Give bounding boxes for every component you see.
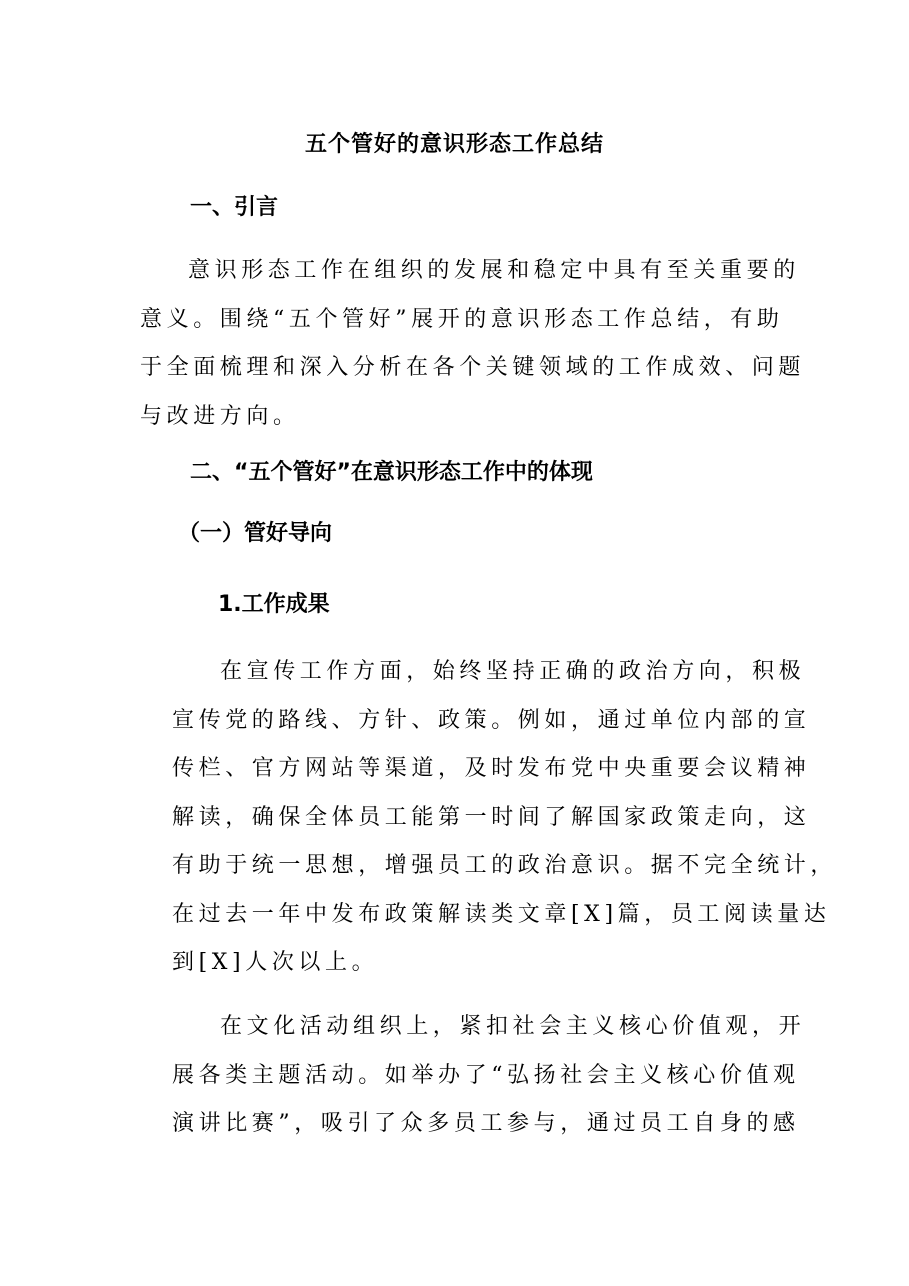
paragraph-line: 解读，确保全体员工能第一时间了解国家政策走向，这 xyxy=(172,804,811,830)
paragraph-line: 意义。围绕“五个管好”展开的意识形态工作总结，有助 xyxy=(140,306,784,332)
results-paragraph-culture xyxy=(172,1003,805,1149)
paragraph-line: 传栏、官方网站等渠道，及时发布党中央重要会议精神 xyxy=(172,756,811,781)
subsection-heading-guidance: （一）管好导向 xyxy=(178,521,333,546)
section-heading-five-manages: 二、“五个管好”在意识形态工作中的体现 xyxy=(190,460,593,485)
paragraph-line: 与改进方向。 xyxy=(140,403,300,429)
item-heading-results: 1.工作成果 xyxy=(218,592,330,617)
section-heading-introduction: 一、引言 xyxy=(190,195,279,220)
paragraph-line: 在文化活动组织上，紧扣社会主义核心价值观，开 xyxy=(220,1014,806,1039)
paragraph-line: 在过去一年中发布政策解读类文章[X]篇，员工阅读量达 xyxy=(172,901,831,927)
paragraph-line: 演讲比赛”，吸引了众多员工参与，通过员工自身的感 xyxy=(172,1111,800,1136)
paragraph-line: 有助于统一思想，增强员工的政治意识。据不完全统计， xyxy=(172,853,838,878)
paragraph-line: 到[X]人次以上。 xyxy=(172,950,379,975)
results-paragraph-publicity xyxy=(172,648,837,988)
paragraph-line: 展各类主题活动。如举办了“弘扬社会主义核心价值观 xyxy=(172,1062,800,1088)
document-title: 五个管好的意识形态工作总结 xyxy=(304,132,604,157)
paragraph-line: 在宣传工作方面，始终坚持正确的政治方向，积极 xyxy=(220,659,806,684)
paragraph-line: 宣传党的路线、方针、政策。例如，通过单位内部的宣 xyxy=(172,707,811,733)
paragraph-line: 于全面梳理和深入分析在各个关键领域的工作成效、问题 xyxy=(140,355,806,380)
intro-paragraph xyxy=(140,247,805,441)
paragraph-line: 意识形态工作在组织的发展和稳定中具有至关重要的 xyxy=(188,258,800,283)
